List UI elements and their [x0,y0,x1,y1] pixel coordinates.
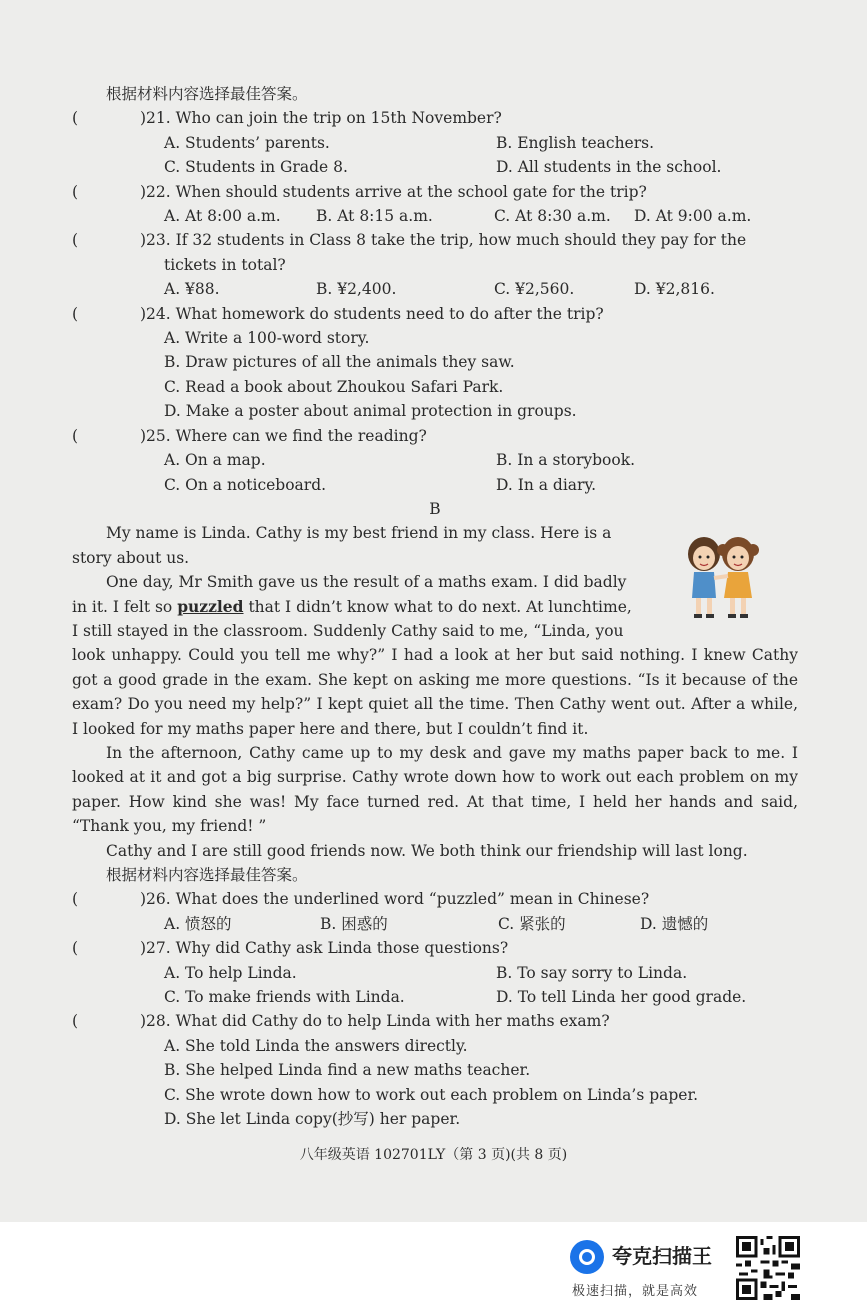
question-28 [72,1009,798,1033]
quark-logo-icon [570,1240,604,1274]
option-a: A. To help Linda. [164,963,297,982]
answer-paren: ( [72,939,79,958]
passage-p1-line2: story about us. [72,548,190,567]
answer-paren: ( [72,890,79,909]
option-d: D. All students in the school. [496,158,722,177]
option-b: B. She helped Linda find a new maths teacher. [164,1061,531,1080]
options-row [72,448,798,472]
question-27 [72,936,798,960]
options-row [72,961,798,985]
answer-paren: ( [72,182,79,201]
brand-name: 夸克扫描王 [612,1244,712,1268]
girl-right [714,537,759,618]
question-26 [72,887,798,911]
option-d: D. In a diary. [496,475,597,494]
option-a: A. Write a 100-word story. [164,329,370,348]
question-stem: )23. If 32 students in Class 8 take the trip, how much should they pay for the [140,231,747,250]
instruction-a: 根据材料内容选择最佳答案。 [106,85,308,103]
question-stem: )22. When should students arrive at the school gate for the trip? [140,182,647,201]
option-d: D. To tell Linda her good grade. [496,988,747,1007]
option-b: B. Draw pictures of all the animals they saw. [164,353,515,372]
options-row [72,473,798,497]
question-stem: )24. What homework do students need to do after the trip? [140,304,604,323]
option-c: C. Students in Grade 8. [164,158,348,177]
answer-paren: ( [72,231,79,250]
passage-p2-line1: One day, Mr Smith gave us the result of a maths exam. I did badly [106,573,627,592]
option-b: B. 困惑的 [320,914,388,933]
question-stem-cont: tickets in total? [164,255,286,274]
passage-p1-line1: My name is Linda. Cathy is my best friend in my class. Here is a [106,524,612,543]
answer-paren: ( [72,1012,79,1031]
option-c: C. Read a book about Zhoukou Safari Park. [164,377,504,396]
question-stem: )28. What did Cathy do to help Linda with her maths exam? [140,1012,610,1031]
option-c: C. On a noticeboard. [164,475,327,494]
option-c: C. She wrote down how to work out each problem on Linda’s paper. [164,1085,699,1104]
option-c: C. To make friends with Linda. [164,988,405,1007]
question-stem: )26. What does the underlined word “puzzled” mean in Chinese? [140,890,650,909]
passage-p3: In the afternoon, Cathy came up to my desk and gave my maths paper back to me. I looked at it and got a big surprise. Cathy wrote down how to work out each problem on my paper. How kind she was! My face turned red. At that time, I held her hands and said, “Thank you, my friend! ” [72,743,798,836]
option-d: D. ¥2,816. [634,280,715,299]
two-girls-illustration [676,528,766,624]
passage-text: in it. I felt so [72,597,178,616]
option-c: C. At 8:30 a.m. [494,207,611,226]
brand-slogan: 极速扫描，就是高效 [572,1284,699,1299]
option-b: B. To say sorry to Linda. [496,963,688,982]
option-d: D. At 9:00 a.m. [634,207,752,226]
qr-code-icon [736,1236,800,1300]
answer-paren: ( [72,109,79,128]
option-a: A. 愤怒的 [164,914,232,933]
passage-text: that I didn’t know what to do next. At lunchtime, [243,597,632,616]
question-22 [72,180,798,204]
option-d: D. She let Linda copy(抄写) her paper. [164,1110,461,1129]
options-row [72,277,798,301]
option-b: B. At 8:15 a.m. [316,207,433,226]
question-21 [72,106,798,130]
question-stem: )27. Why did Cathy ask Linda those questions? [140,939,509,958]
question-24 [72,302,798,326]
answer-paren: ( [72,426,79,445]
page-footer: 八年级英语 102701LY（第 3 页)(共 8 页) [299,1147,568,1163]
option-a: A. ¥88. [164,280,220,299]
answer-paren: ( [72,304,79,323]
question-stem: )21. Who can join the trip on 15th November? [140,109,502,128]
options-row [72,985,798,1009]
question-stem: )25. Where can we find the reading? [140,426,427,445]
instruction-b: 根据材料内容选择最佳答案。 [106,866,308,884]
option-c: C. 紧张的 [498,914,566,933]
options-row [72,912,798,936]
section-b-heading: B [429,499,441,518]
options-row [72,155,798,179]
options-row [72,204,798,228]
question-23 [72,228,798,252]
passage-p4: Cathy and I are still good friends now. We both think our friendship will last long. [106,841,748,860]
option-b: B. English teachers. [496,133,655,152]
option-d: D. 遗憾的 [640,914,709,933]
option-a: A. She told Linda the answers directly. [164,1036,468,1055]
option-b: B. In a storybook. [496,451,636,470]
option-b: B. ¥2,400. [316,280,397,299]
option-a: A. At 8:00 a.m. [164,207,281,226]
option-d: D. Make a poster about animal protection in groups. [164,402,577,421]
passage-p2-line3: I still stayed in the classroom. Suddenly Cathy said to me, “Linda, you [72,621,624,640]
underlined-word: puzzled [177,596,244,616]
option-a: A. On a map. [164,451,266,470]
options-row [72,131,798,155]
option-c: C. ¥2,560. [494,280,575,299]
question-25 [72,424,798,448]
passage-p2-rest: look unhappy. Could you tell me why?” I had a look at her but said nothing. I knew Cathy got a good grade in the exam. She kept on asking me more questions. “Is it because of the exam? Do you need my help?” I kept quiet all the time. Then Cathy went out. After a while, I looked for my maths paper here and there, but I couldn’t find it. [72,646,798,738]
option-a: A. Students’ parents. [164,133,330,152]
